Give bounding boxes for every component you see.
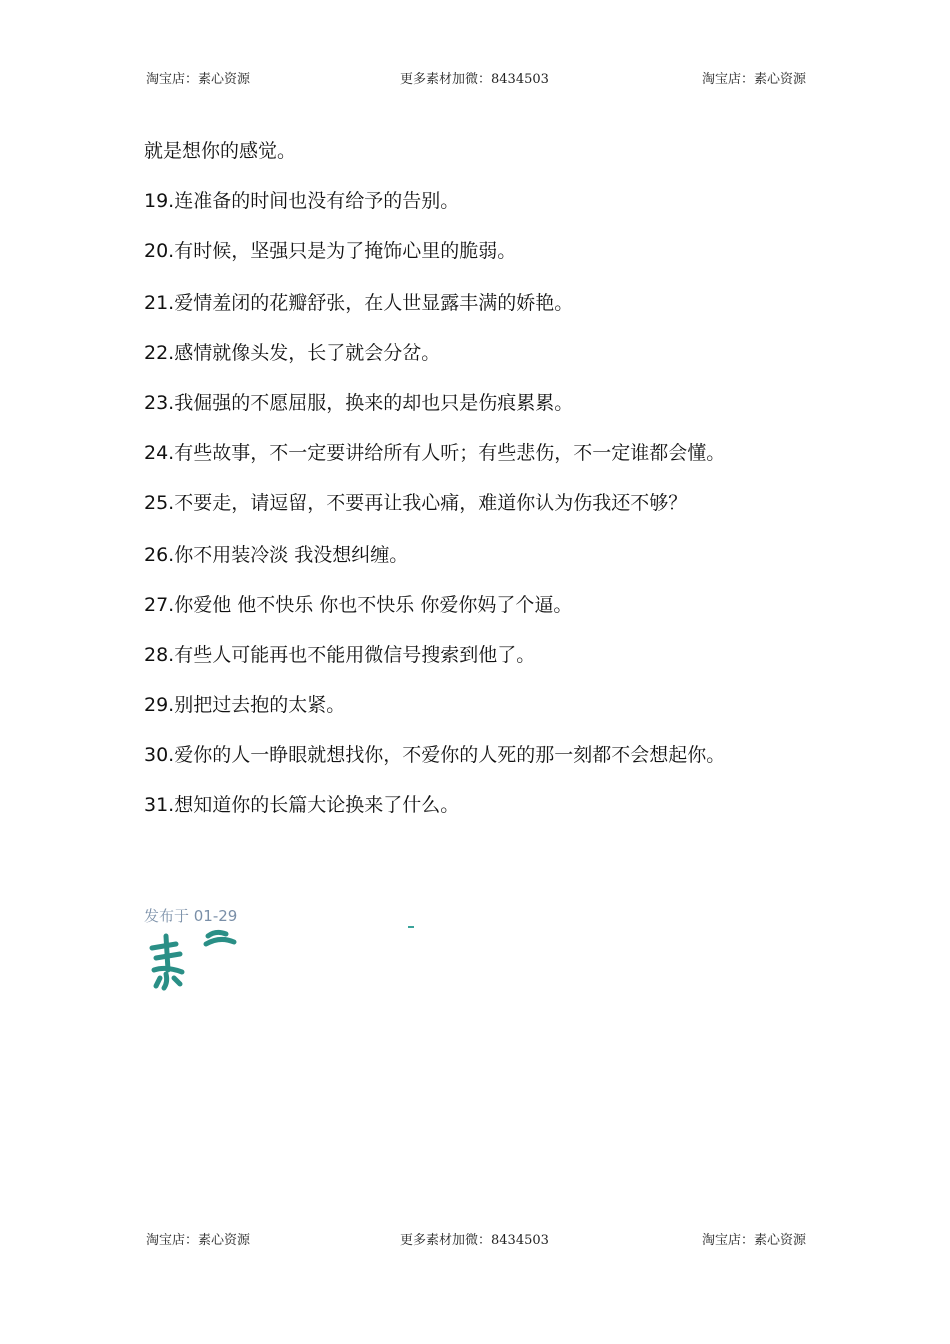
seal-logo (146, 926, 241, 992)
quote-line: 28.有些人可能再也不能用微信号搜索到他了。 (144, 644, 536, 666)
quote-list (144, 138, 814, 842)
page-footer (146, 1229, 806, 1249)
quote-line: 21.爱情羞闭的花瓣舒张，在人世显露丰满的娇艳。 (144, 292, 574, 314)
quote-line: 29.别把过去抱的太紧。 (144, 694, 346, 716)
footer-shop-right: 淘宝店：素心资源 (701, 1233, 806, 1248)
footer-wechat: 更多素材加微：8434503 (400, 1233, 549, 1248)
quote-line: 26.你不用装冷淡 我没想纠缠。 (144, 544, 409, 566)
page-header (146, 68, 806, 88)
header-shop-left: 淘宝店：素心资源 (146, 72, 251, 87)
quote-line: 30.爱你的人一睁眼就想找你，不爱你的人死的那一刻都不会想起你。 (144, 744, 726, 766)
quote-line: 22.感情就像头发，长了就会分岔。 (144, 342, 441, 364)
quote-line: 19.连准备的时间也没有给予的告别。 (144, 190, 460, 212)
header-wechat: 更多素材加微：8434503 (400, 72, 549, 87)
quote-line: 20.有时候，坚强只是为了掩饰心里的脆弱。 (144, 240, 517, 262)
decorative-dash (408, 926, 414, 928)
quote-line: 23.我倔强的不愿屈服，换来的却也只是伤痕累累。 (144, 392, 574, 414)
quote-line: 31.想知道你的长篇大论换来了什么。 (144, 794, 460, 816)
footer-shop-left: 淘宝店：素心资源 (146, 1233, 251, 1248)
quote-line: 就是想你的感觉。 (144, 140, 297, 162)
header-shop-right: 淘宝店：素心资源 (701, 72, 806, 87)
quote-line: 27.你爱他 他不快乐 你也不快乐 你爱你妈了个逼。 (144, 594, 573, 616)
quote-line: 25.不要走，请逗留，不要再让我心痛，难道你认为伤我还不够？ (144, 492, 688, 514)
quote-line: 24.有些故事，不一定要讲给所有人听；有些悲伤，不一定谁都会懂。 (144, 442, 726, 464)
publish-date: 发布于 01-29 (144, 907, 238, 925)
